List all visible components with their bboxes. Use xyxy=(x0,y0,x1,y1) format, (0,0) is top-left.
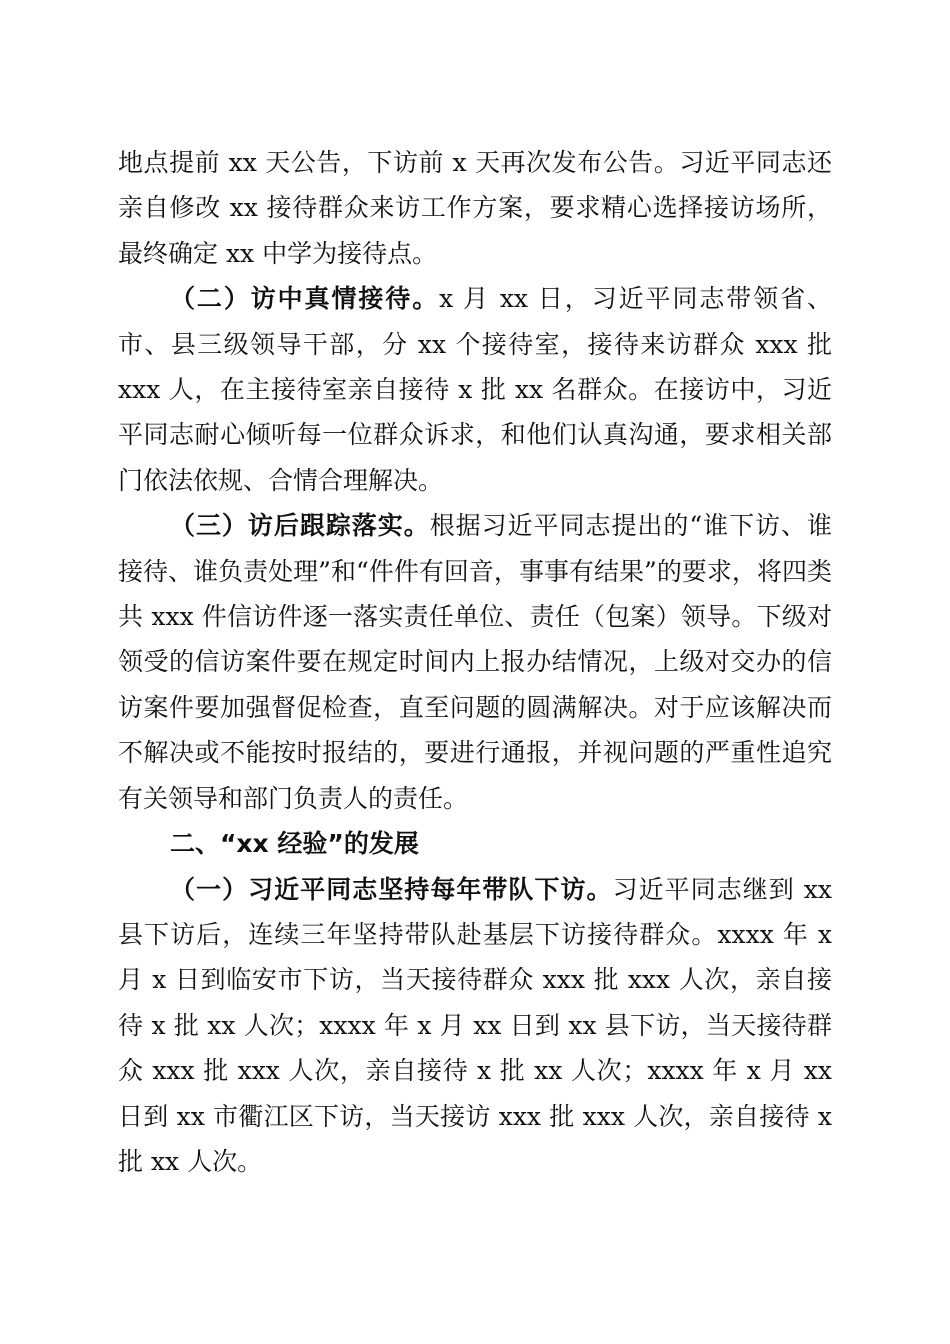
heading-two xyxy=(118,821,832,866)
paragraph-section-two xyxy=(118,276,832,503)
document-body xyxy=(118,140,832,1184)
paragraph-intro-text: 地点提前 xx 天公告，下访前 x 天再次发布公告。习近平同志还亲自修改 xx 接待群众来访工作方案，要求精心选择接访场所，最终确定 xx 中学为接待点。 xyxy=(118,148,832,268)
heading-two-text: 二、“xx 经验”的发展 xyxy=(170,829,419,859)
paragraph-intro xyxy=(118,140,832,276)
paragraph-section-three xyxy=(118,503,832,821)
section-three-lead: （三）访后跟踪落实。 xyxy=(170,511,430,541)
section-two-lead: （二）访中真情接待。 xyxy=(170,284,440,314)
section-two-body: x 月 xx 日，习近平同志带领省、市、县三级领导干部，分 xx 个接待室，接待来访群众 xxx 批 xxx 人，在主接待室亲自接待 x 批 xx 名群众。在接访中，习近平同志耐心倾听每一位群众诉求，和他们认真沟通，要求相关部门依法依规、合情合理解决。 xyxy=(118,284,832,495)
dev-one-lead: （一）习近平同志坚持每年带队下访。 xyxy=(170,874,613,904)
paragraph-dev-one xyxy=(118,867,832,1185)
dev-one-body: 习近平同志继到 xx 县下访后，连续三年坚持带队赴基层下访接待群众。xxxx 年 x 月 x 日到临安市下访，当天接待群众 xxx 批 xxx 人次，亲自接待 x 批 xx 人次；xxxx 年 x 月 xx 日到 xx 县下访，当天接待群众 xxx 批 xxx 人次，亲自接待 x 批 xx 人次；xxxx 年 x 月 xx 日到 xx 市衢江区下访，当天接访 xxx 批 xxx 人次，亲自接待 x 批 xx 人次。 xyxy=(118,874,832,1176)
section-three-body: 根据习近平同志提出的“谁下访、谁接待、谁负责处理”和“件件有回音，事事有结果”的要求，将四类共 xxx 件信访件逐一落实责任单位、责任（包案）领导。下级对领受的信访案件要在规定时间内上报办结情况，上级对交办的信访案件要加强督促检查，直至问题的圆满解决。对于应该解决而不解决或不能按时报结的，要进行通报，并视问题的严重性追究有关领导和部门负责人的责任。 xyxy=(118,511,832,813)
